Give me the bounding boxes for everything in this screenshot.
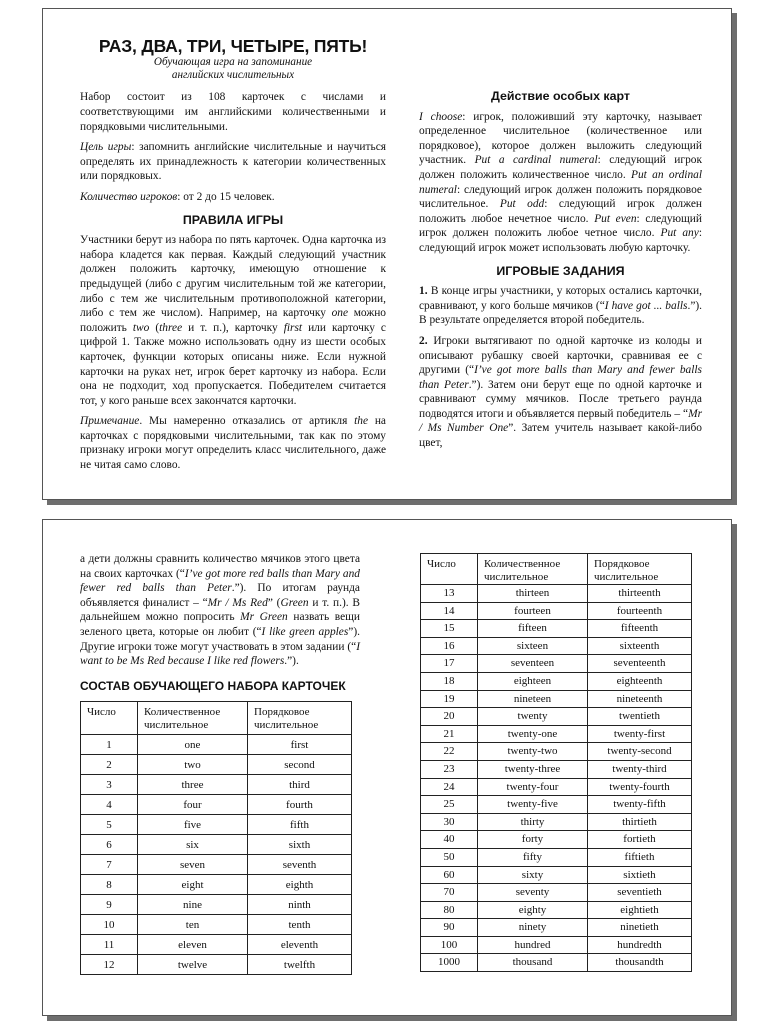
cardinal-cell: eleven	[138, 935, 248, 955]
ordinal-cell: fourth	[248, 795, 352, 815]
number-cell: 11	[81, 935, 138, 955]
number-cell: 10	[81, 915, 138, 935]
number-cell: 50	[421, 848, 478, 866]
ordinal-cell: seventieth	[588, 884, 692, 902]
col-ordinal: Порядковое числительное	[588, 554, 692, 585]
number-cell: 5	[81, 815, 138, 835]
ordinal-cell: fifth	[248, 815, 352, 835]
cardinal-cell: seventeen	[478, 655, 588, 673]
table-row	[421, 848, 692, 866]
ordinal-cell: ninetieth	[588, 919, 692, 937]
cardinal-cell: nine	[138, 895, 248, 915]
number-cell: 20	[421, 708, 478, 726]
cardinal-cell: three	[138, 775, 248, 795]
col-cardinal: Количественное числительное	[478, 554, 588, 585]
ordinal-cell: third	[248, 775, 352, 795]
table-row	[81, 795, 352, 815]
cardinal-cell: twenty-four	[478, 778, 588, 796]
players-paragraph: Количество игроков: от 2 до 15 человек.	[80, 190, 275, 203]
table-row	[421, 760, 692, 778]
cardinal-cell: twenty	[478, 708, 588, 726]
ordinal-cell: eighteenth	[588, 672, 692, 690]
table-row	[421, 813, 692, 831]
table-row	[421, 796, 692, 814]
ordinal-cell: twelfth	[248, 955, 352, 975]
number-cell: 21	[421, 725, 478, 743]
table-row	[81, 755, 352, 775]
ordinal-cell: twenty-third	[588, 760, 692, 778]
number-cell: 4	[81, 795, 138, 815]
cardinal-cell: twenty-one	[478, 725, 588, 743]
intro-paragraph: Набор состоит из 108 карточек с числами и соответствующими им английскими количественными и порядковыми числительными.	[80, 91, 386, 133]
number-cell: 90	[421, 919, 478, 937]
ordinal-cell: sixtieth	[588, 866, 692, 884]
table-row	[81, 915, 352, 935]
number-cell: 9	[81, 895, 138, 915]
number-cell: 17	[421, 655, 478, 673]
cardinal-cell: twenty-five	[478, 796, 588, 814]
ordinal-cell: eightieth	[588, 901, 692, 919]
page-title: РАЗ, ДВА, ТРИ, ЧЕТЫРЕ, ПЯТЬ!	[98, 36, 368, 56]
table-row	[421, 672, 692, 690]
col-number: Число	[421, 554, 478, 585]
cardinal-cell: nineteen	[478, 690, 588, 708]
task-2-continued: а дети должны сравнить количество мячиков этого цвета на своих карточках (“I’ve got more red balls than Mary and fewer red balls than Peter.”). По итогам раунда объявляется финалист – “Mr / Ms Red” (Green и т. п.). В дальнейшем можно попросить Mr Green назвать вещи зеленого цвета, которые он любит (“I like green apples”). Другие игроки тоже могут участвовать в этом задании (“I want to be Ms Red because I like red flowers.”).	[80, 553, 361, 668]
number-cell: 1	[81, 735, 138, 755]
table-row	[81, 855, 352, 875]
table-row	[81, 955, 352, 975]
ordinal-cell: sixteenth	[588, 637, 692, 655]
right-column-2	[420, 553, 692, 972]
cardinal-cell: fifty	[478, 848, 588, 866]
ordinal-cell: fifteenth	[588, 620, 692, 638]
table-row	[421, 919, 692, 937]
ordinal-cell: first	[248, 735, 352, 755]
col-ordinal: Порядковое числительное	[248, 702, 352, 735]
left-column	[80, 9, 386, 479]
ordinal-cell: sixth	[248, 835, 352, 855]
number-cell: 14	[421, 602, 478, 620]
number-cell: 23	[421, 760, 478, 778]
ordinal-cell: fourteenth	[588, 602, 692, 620]
cardinal-cell: thousand	[478, 954, 588, 972]
number-cell: 25	[421, 796, 478, 814]
cardinal-cell: four	[138, 795, 248, 815]
tasks-heading: ИГРОВЫЕ ЗАДАНИЯ	[496, 263, 625, 278]
table-row	[421, 901, 692, 919]
ordinal-cell: seventeenth	[588, 655, 692, 673]
cardinal-cell: eighty	[478, 901, 588, 919]
cardinal-cell: twelve	[138, 955, 248, 975]
number-cell: 18	[421, 672, 478, 690]
number-cell: 6	[81, 835, 138, 855]
table-row	[81, 735, 352, 755]
ordinal-cell: twenty-fifth	[588, 796, 692, 814]
number-cell: 8	[81, 875, 138, 895]
table-row	[421, 725, 692, 743]
number-cell: 100	[421, 936, 478, 954]
page-subtitle: Обучающая игра на запоминание английских числительных	[153, 55, 313, 81]
cardinal-cell: sixty	[478, 866, 588, 884]
table-row	[81, 775, 352, 795]
col-number: Число	[81, 702, 138, 735]
cardinal-cell: hundred	[478, 936, 588, 954]
col-cardinal: Количественное числительное	[138, 702, 248, 735]
table-row	[421, 655, 692, 673]
number-cell: 15	[421, 620, 478, 638]
ordinal-cell: hundredth	[588, 936, 692, 954]
ordinal-cell: seventh	[248, 855, 352, 875]
right-column	[419, 9, 702, 457]
table-row	[421, 585, 692, 603]
table-row	[421, 637, 692, 655]
number-cell: 24	[421, 778, 478, 796]
ordinal-cell: second	[248, 755, 352, 775]
table-row	[421, 708, 692, 726]
number-cell: 19	[421, 690, 478, 708]
note-paragraph: Примечание. Мы намеренно отказались от артикля the на карточках с порядковыми числительными, так как по этому признаку игроки могут определить класс числительного, даже не читая само слово.	[80, 415, 386, 472]
table-row	[81, 815, 352, 835]
table-row	[421, 690, 692, 708]
ordinal-cell: ninth	[248, 895, 352, 915]
cardinal-cell: seven	[138, 855, 248, 875]
number-cell: 30	[421, 813, 478, 831]
number-cell: 2	[81, 755, 138, 775]
ordinal-cell: fiftieth	[588, 848, 692, 866]
numerals-table-1	[80, 701, 352, 975]
table-row	[421, 936, 692, 954]
number-cell: 3	[81, 775, 138, 795]
table-row	[421, 884, 692, 902]
cardinal-cell: thirteen	[478, 585, 588, 603]
table-row	[81, 875, 352, 895]
page-top	[42, 8, 732, 500]
set-heading: СОСТАВ ОБУЧАЮЩЕГО НАБОРА КАРТОЧЕК	[80, 678, 346, 693]
ordinal-cell: twenty-first	[588, 725, 692, 743]
ordinal-cell: nineteenth	[588, 690, 692, 708]
table-row	[421, 866, 692, 884]
number-cell: 22	[421, 743, 478, 761]
numerals-table-2	[420, 553, 692, 972]
cardinal-cell: seventy	[478, 884, 588, 902]
task-2: 2. Игроки вытягивают по одной карточке из колоды и описывают рубашку своей карточки, сравнивая ее с другими (“I’ve got more balls than Mary and fewer balls than Peter.”). Затем они берут еще по одной карточке и сравнивают сумму мячиков. После третьего раунда подводятся итоги и объявляется первый победитель – “Mr / Ms Number One”. Затем учитель называет какой-либо цвет,	[419, 334, 703, 450]
cardinal-cell: forty	[478, 831, 588, 849]
ordinal-cell: twenty-fourth	[588, 778, 692, 796]
number-cell: 12	[81, 955, 138, 975]
ordinal-cell: twentieth	[588, 708, 692, 726]
cardinal-cell: five	[138, 815, 248, 835]
ordinal-cell: thirteenth	[588, 585, 692, 603]
number-cell: 1000	[421, 954, 478, 972]
table-row	[81, 835, 352, 855]
ordinal-cell: eighth	[248, 875, 352, 895]
cardinal-cell: two	[138, 755, 248, 775]
number-cell: 60	[421, 866, 478, 884]
cardinal-cell: fifteen	[478, 620, 588, 638]
table-row	[421, 831, 692, 849]
table-row	[421, 620, 692, 638]
ordinal-cell: eleventh	[248, 935, 352, 955]
ordinal-cell: fortieth	[588, 831, 692, 849]
number-cell: 16	[421, 637, 478, 655]
ordinal-cell: twenty-second	[588, 743, 692, 761]
ordinal-cell: thirtieth	[588, 813, 692, 831]
ordinal-cell: thousandth	[588, 954, 692, 972]
cardinal-cell: ninety	[478, 919, 588, 937]
table-row	[421, 602, 692, 620]
number-cell: 40	[421, 831, 478, 849]
special-cards-paragraph: I choose: игрок, положивший эту карточку, называет определенное числительное (количественное или порядковое), которое должен выложить следующий участник. Put a cardinal numeral: следующий игрок должен положить количественное число. Put an ordinal numeral: следующий игрок должен положить порядковое числительное. Put odd: следующий игрок должен положить любое нечетное число. Put even: следующий игрок должен положить любое четное число. Put any: следующий игрок может использовать любую карточку.	[419, 110, 702, 254]
page-bottom	[42, 519, 732, 1016]
table-row	[81, 935, 352, 955]
cardinal-cell: sixteen	[478, 637, 588, 655]
ordinal-cell: tenth	[248, 915, 352, 935]
table-row	[421, 954, 692, 972]
rules-paragraph: Участники берут из набора по пять карточек. Одна карточка из набора кладется как первая. Каждый следующий участник должен положить карточку, имеющую отношение к предыдущей (либо с другим числительным той же категории, либо с тем же числительным противоположной категории, либо с тем же числом). Например, на карточку one можно положить two (three и т. п.), карточку first или карточку с цифрой 1. Также можно использовать одну из шести особых карточек, функции которых описаны ниже. Если нужной карточки на руках нет, игрок берет карточку из набора. Если она не подходит, ход пропускается. Победителем считается тот, у кого раньше всех закончатся карточки.	[80, 234, 386, 407]
number-cell: 70	[421, 884, 478, 902]
special-cards-heading: Действие особых карт	[490, 89, 630, 103]
table-row	[81, 895, 352, 915]
number-cell: 80	[421, 901, 478, 919]
cardinal-cell: one	[138, 735, 248, 755]
cardinal-cell: six	[138, 835, 248, 855]
table-row	[421, 778, 692, 796]
cardinal-cell: fourteen	[478, 602, 588, 620]
cardinal-cell: twenty-two	[478, 743, 588, 761]
number-cell: 13	[421, 585, 478, 603]
cardinal-cell: twenty-three	[478, 760, 588, 778]
rules-heading: ПРАВИЛА ИГРЫ	[182, 212, 284, 227]
cardinal-cell: thirty	[478, 813, 588, 831]
goal-paragraph: Цель игры: запомнить английские числительные и научиться определять их принадлежность к категории количественных или порядковых.	[80, 141, 386, 183]
cardinal-cell: eighteen	[478, 672, 588, 690]
cardinal-cell: ten	[138, 915, 248, 935]
cardinal-cell: eight	[138, 875, 248, 895]
left-column-2	[80, 552, 360, 975]
number-cell: 7	[81, 855, 138, 875]
table-row	[421, 743, 692, 761]
task-1: 1. В конце игры участники, у которых остались карточки, сравнивают, у кого больше мячиков (“I have got ... balls.”). В результате определяется второй победитель.	[419, 285, 703, 327]
